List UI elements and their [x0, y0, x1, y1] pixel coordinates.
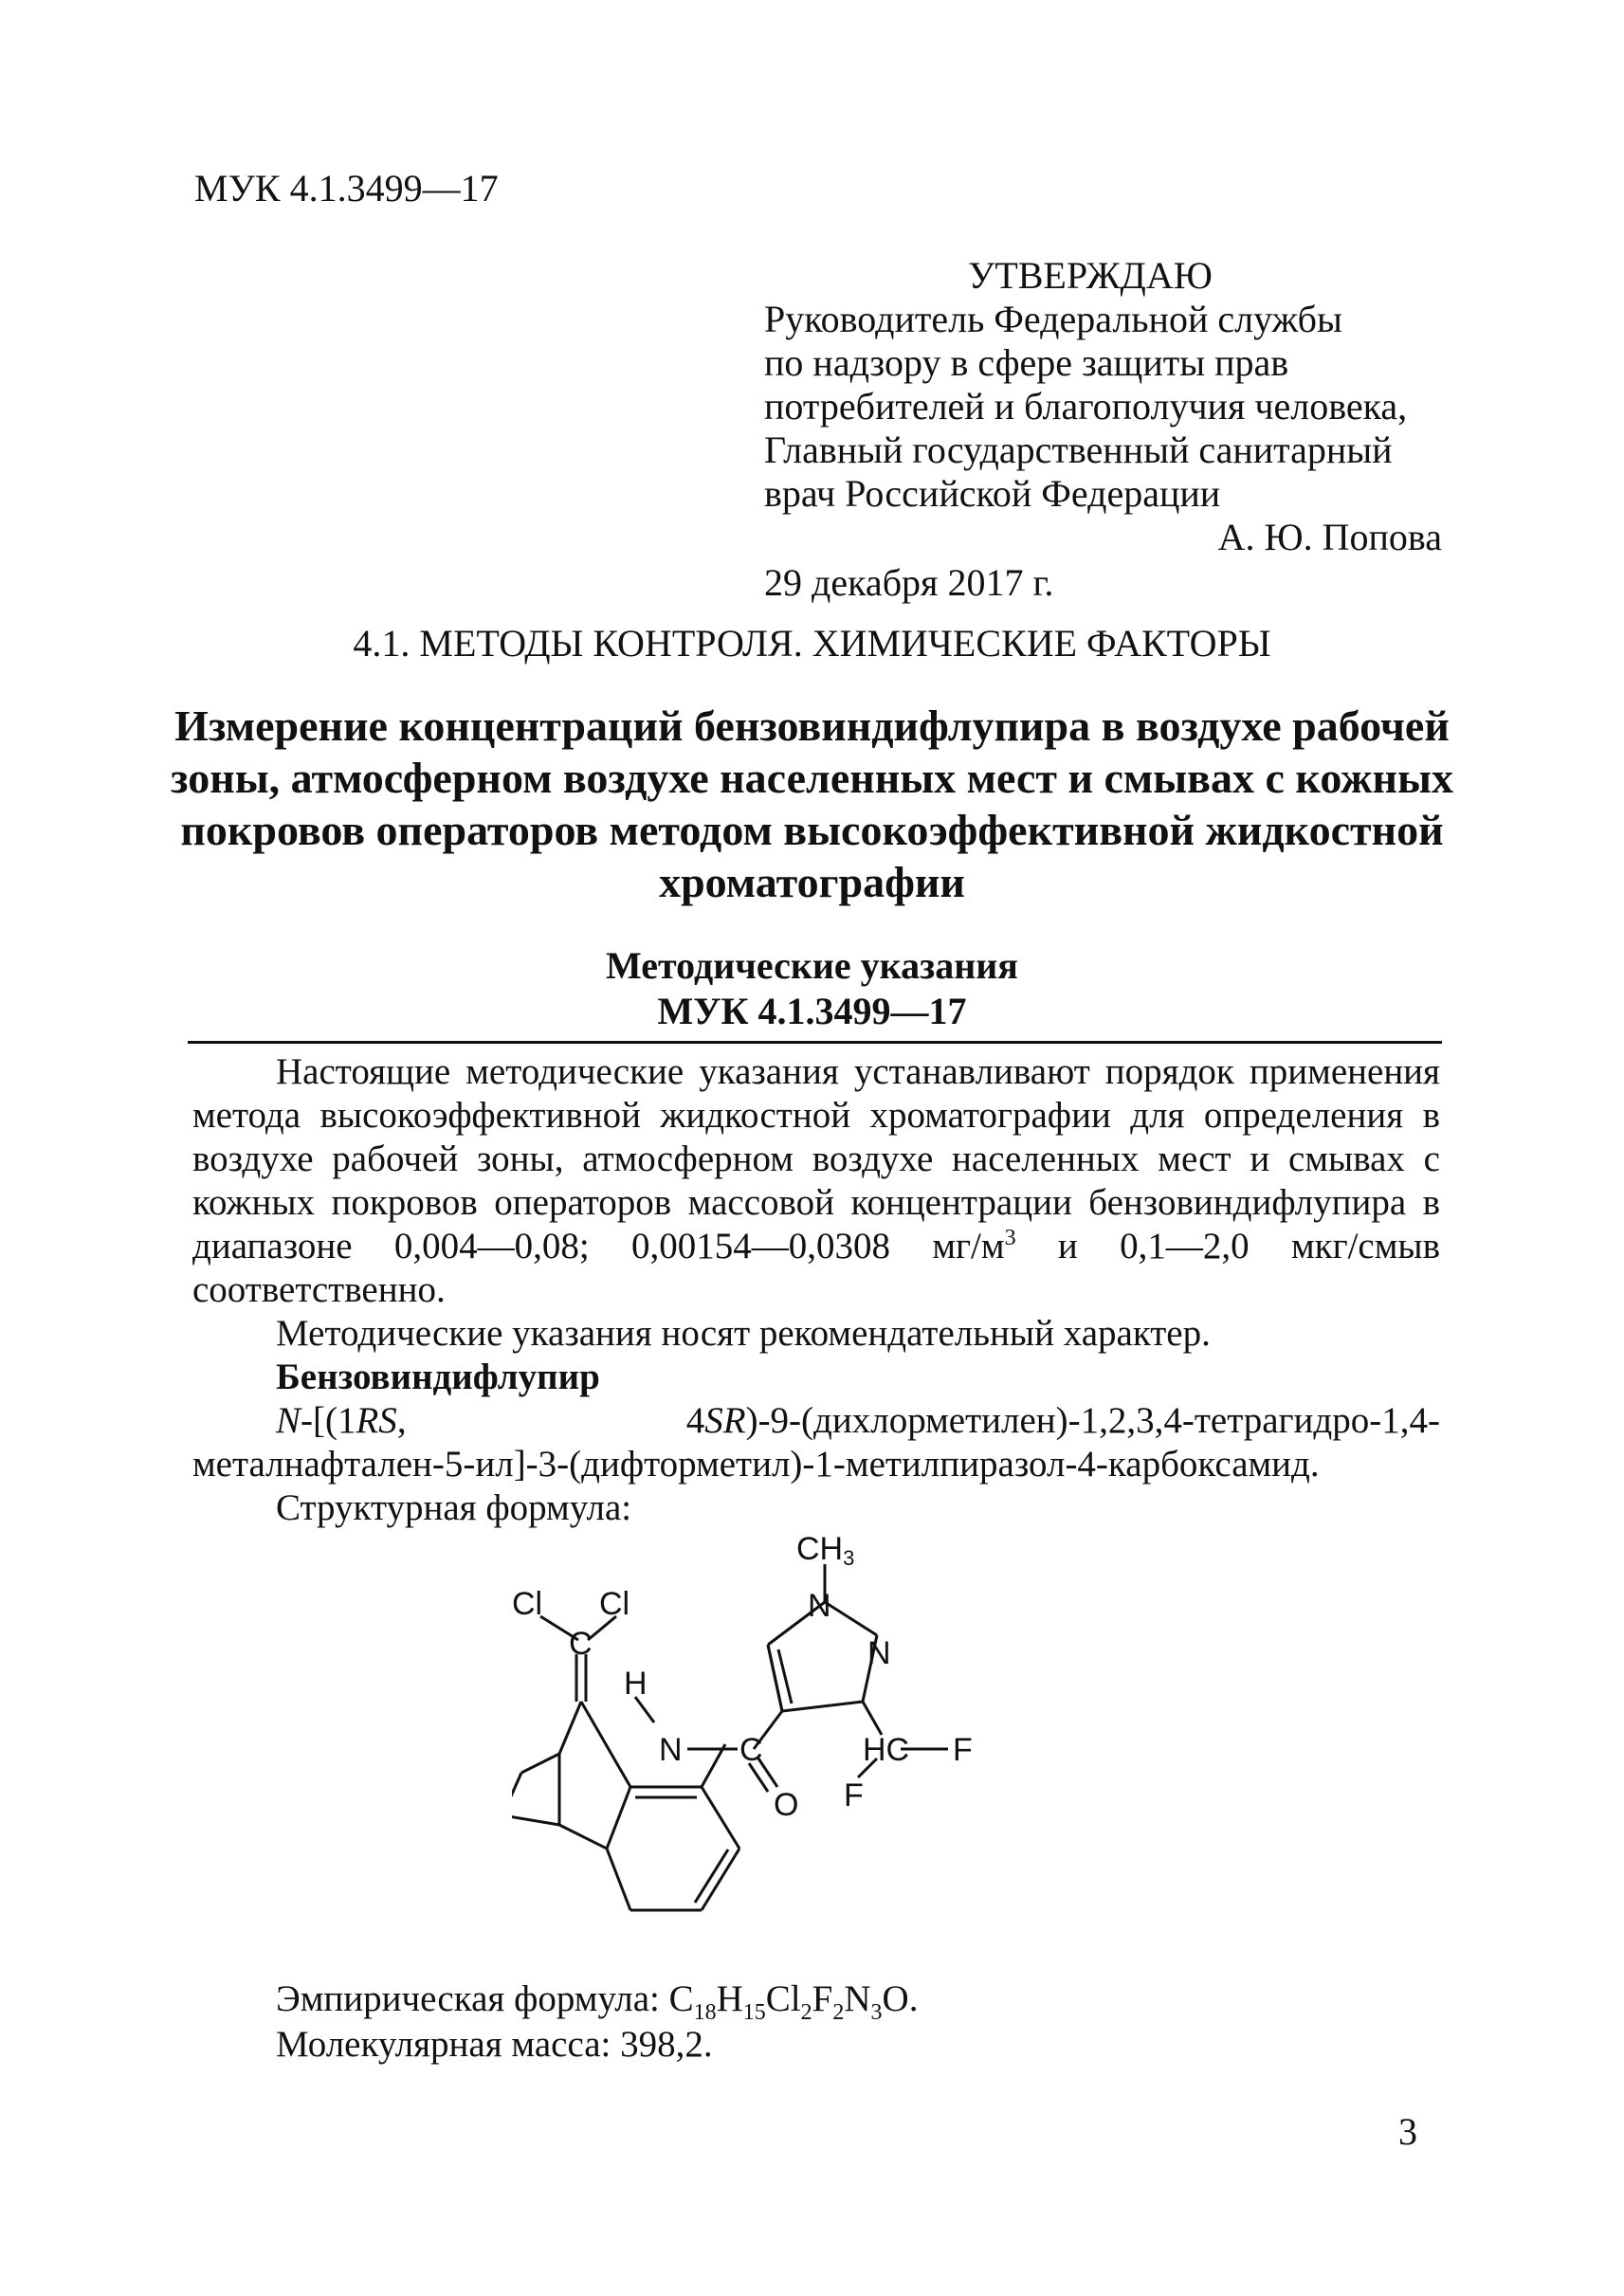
document-code: МУК 4.1.3499—17 [194, 167, 499, 210]
document-title: Измерение концентраций бензовиндифлупира в воздухе рабочей зоны, атмосферном воздухе населенных мест и смывах с кожных покровов операторов методом высокоэффективной жидкостной хроматографии [171, 702, 1453, 906]
label-n: N [659, 1732, 683, 1768]
approval-line: Руководитель Федеральной службы [764, 298, 1342, 340]
label-f: F [953, 1732, 973, 1768]
approval-block [764, 254, 1442, 605]
divider-rule [188, 1041, 1442, 1044]
subtitle-code: МУК 4.1.3499—17 [657, 990, 967, 1032]
molecular-mass: Молекулярная масса: 398,2. [276, 2024, 713, 2065]
paragraph-scope: Настоящие методические указания устанавливают порядок применения метода высокоэффективной жидкостной хроматографии для определения в воздухе рабочей зоны, атмосферном воздухе населенных мест и смывах с кожных покровов операторов массовой концентрации бензовиндифлупира в диапазоне 0,004—0,08; 0,00154—0,0308 $мг/м^3$ и 0,1—2,0 мкг/смыв соответственно. [192, 1051, 1441, 1310]
approval-date: 29 декабря 2017 г. [764, 561, 1054, 604]
approval-heading: УТВЕРЖДАЮ [968, 254, 1213, 297]
structural-formula-diagram [512, 1522, 1195, 1977]
approval-line: потребителей и благополучия человека, [764, 385, 1408, 428]
label-o: O [774, 1787, 799, 1823]
label-f: F [844, 1777, 864, 1813]
iupac-name: N-[(1RS, 4SR)-9-(дихлорметилен)-1,2,3,4-тетрагидро-1,4-металнафтален-5-ил]-3-(дифторметил)-1-метилпиразол-4-карбоксамид. [192, 1400, 1440, 1485]
label-cl: Cl [599, 1586, 630, 1622]
approval-line: по надзору в сфере защиты прав [764, 341, 1289, 384]
label-c: C [569, 1626, 593, 1662]
subtitle-block [0, 943, 1624, 1034]
subtitle-line: Методические указания [606, 944, 1018, 987]
label-cl: Cl [512, 1586, 543, 1622]
signatory-name: А. Ю. Попова [1217, 516, 1442, 558]
substance-name: Бензовиндифлупир [276, 1357, 600, 1397]
label-h: H [624, 1666, 648, 1702]
formula-info [276, 1977, 918, 2068]
label-hc: HC [863, 1732, 910, 1768]
label-n: N [808, 1588, 831, 1624]
section-title: 4.1. МЕТОДЫ КОНТРОЛЯ. ХИМИЧЕСКИЕ ФАКТОРЫ [353, 622, 1271, 665]
label-n: N [867, 1635, 891, 1671]
body-text [192, 1050, 1440, 1530]
paragraph-note: Методические указания носят рекомендательный характер. [276, 1313, 1211, 1354]
empirical-formula: Эмпирическая формула: $C_{18}H_{15}Cl_2F_2N_3O$. [276, 1978, 919, 2025]
label-c: C [739, 1732, 763, 1768]
approval-line: врач Российской Федерации [764, 472, 1221, 515]
structural-formula-label: Структурная формула: [276, 1487, 632, 1528]
approval-line: Главный государственный санитарный [764, 428, 1393, 471]
label-ch3: CH3 [796, 1531, 855, 1570]
page-number: 3 [1398, 2110, 1417, 2153]
